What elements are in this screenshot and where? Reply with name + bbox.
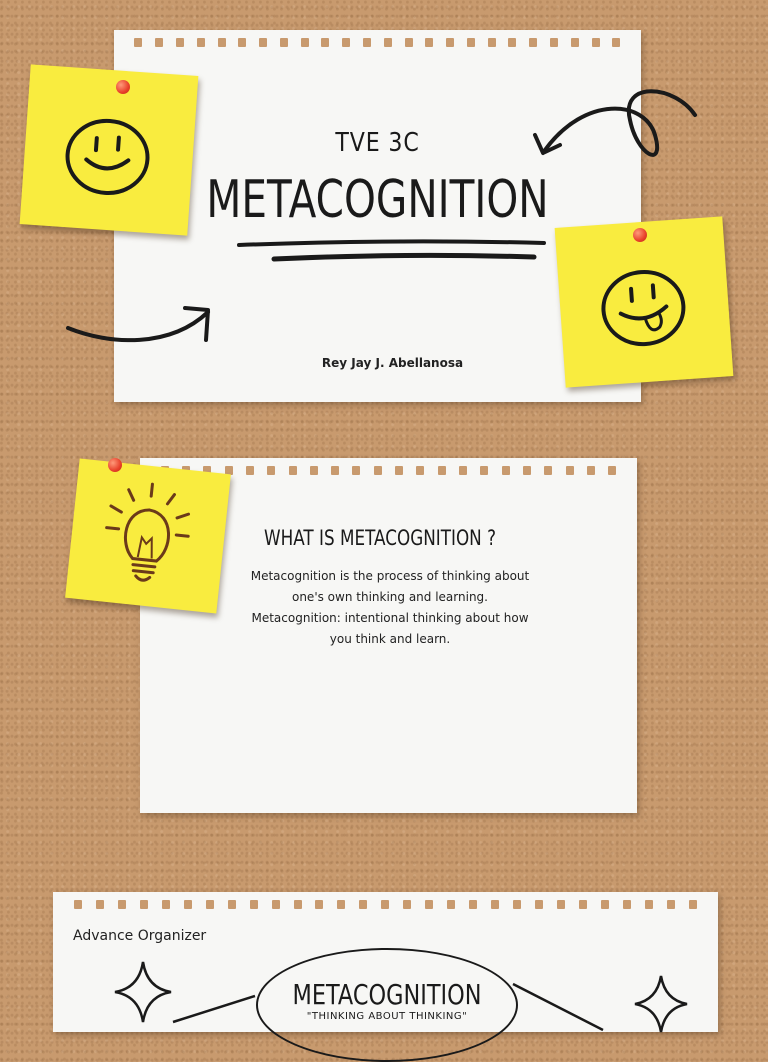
advance-organizer-card: [53, 892, 718, 1032]
definition-line: you think and learn.: [329, 632, 451, 646]
smiley-icon: [60, 112, 158, 202]
presentation-title: METACOGNITION: [206, 170, 549, 230]
binder-holes: [114, 38, 641, 48]
organizer-label: Advance Organizer: [73, 928, 207, 944]
pushpin-icon: [633, 228, 647, 242]
definition-heading: WHAT IS METACOGNITION ?: [263, 526, 497, 550]
definition-line: Metacognition is the process of thinking about: [250, 569, 530, 583]
sticky-note-smiley: [20, 64, 199, 235]
sticky-note-tongue: [555, 216, 734, 387]
sticky-note-lightbulb: [65, 458, 231, 613]
pushpin-icon: [108, 458, 122, 472]
arrow-icon: [60, 300, 220, 360]
definition-line: one's own thinking and learning.: [291, 590, 488, 604]
pushpin-icon: [116, 80, 130, 94]
curly-arrow-icon: [525, 75, 705, 175]
sparkle-icon: [633, 974, 689, 1034]
definition-line: Metacognition: intentional thinking about how: [251, 611, 529, 625]
tongue-smiley-icon: [596, 263, 694, 353]
author-name: Rey Jay J. Abellanosa: [321, 356, 464, 370]
title-underline-icon: [234, 235, 554, 275]
organizer-center-subtitle: "THINKING ABOUT THINKING": [306, 1011, 468, 1022]
definition-text: [220, 566, 560, 650]
lightbulb-icon: [97, 477, 197, 591]
binder-holes: [53, 900, 718, 910]
course-code: TVE 3C: [335, 128, 420, 158]
organizer-center-title: METACOGNITION: [292, 978, 482, 1011]
